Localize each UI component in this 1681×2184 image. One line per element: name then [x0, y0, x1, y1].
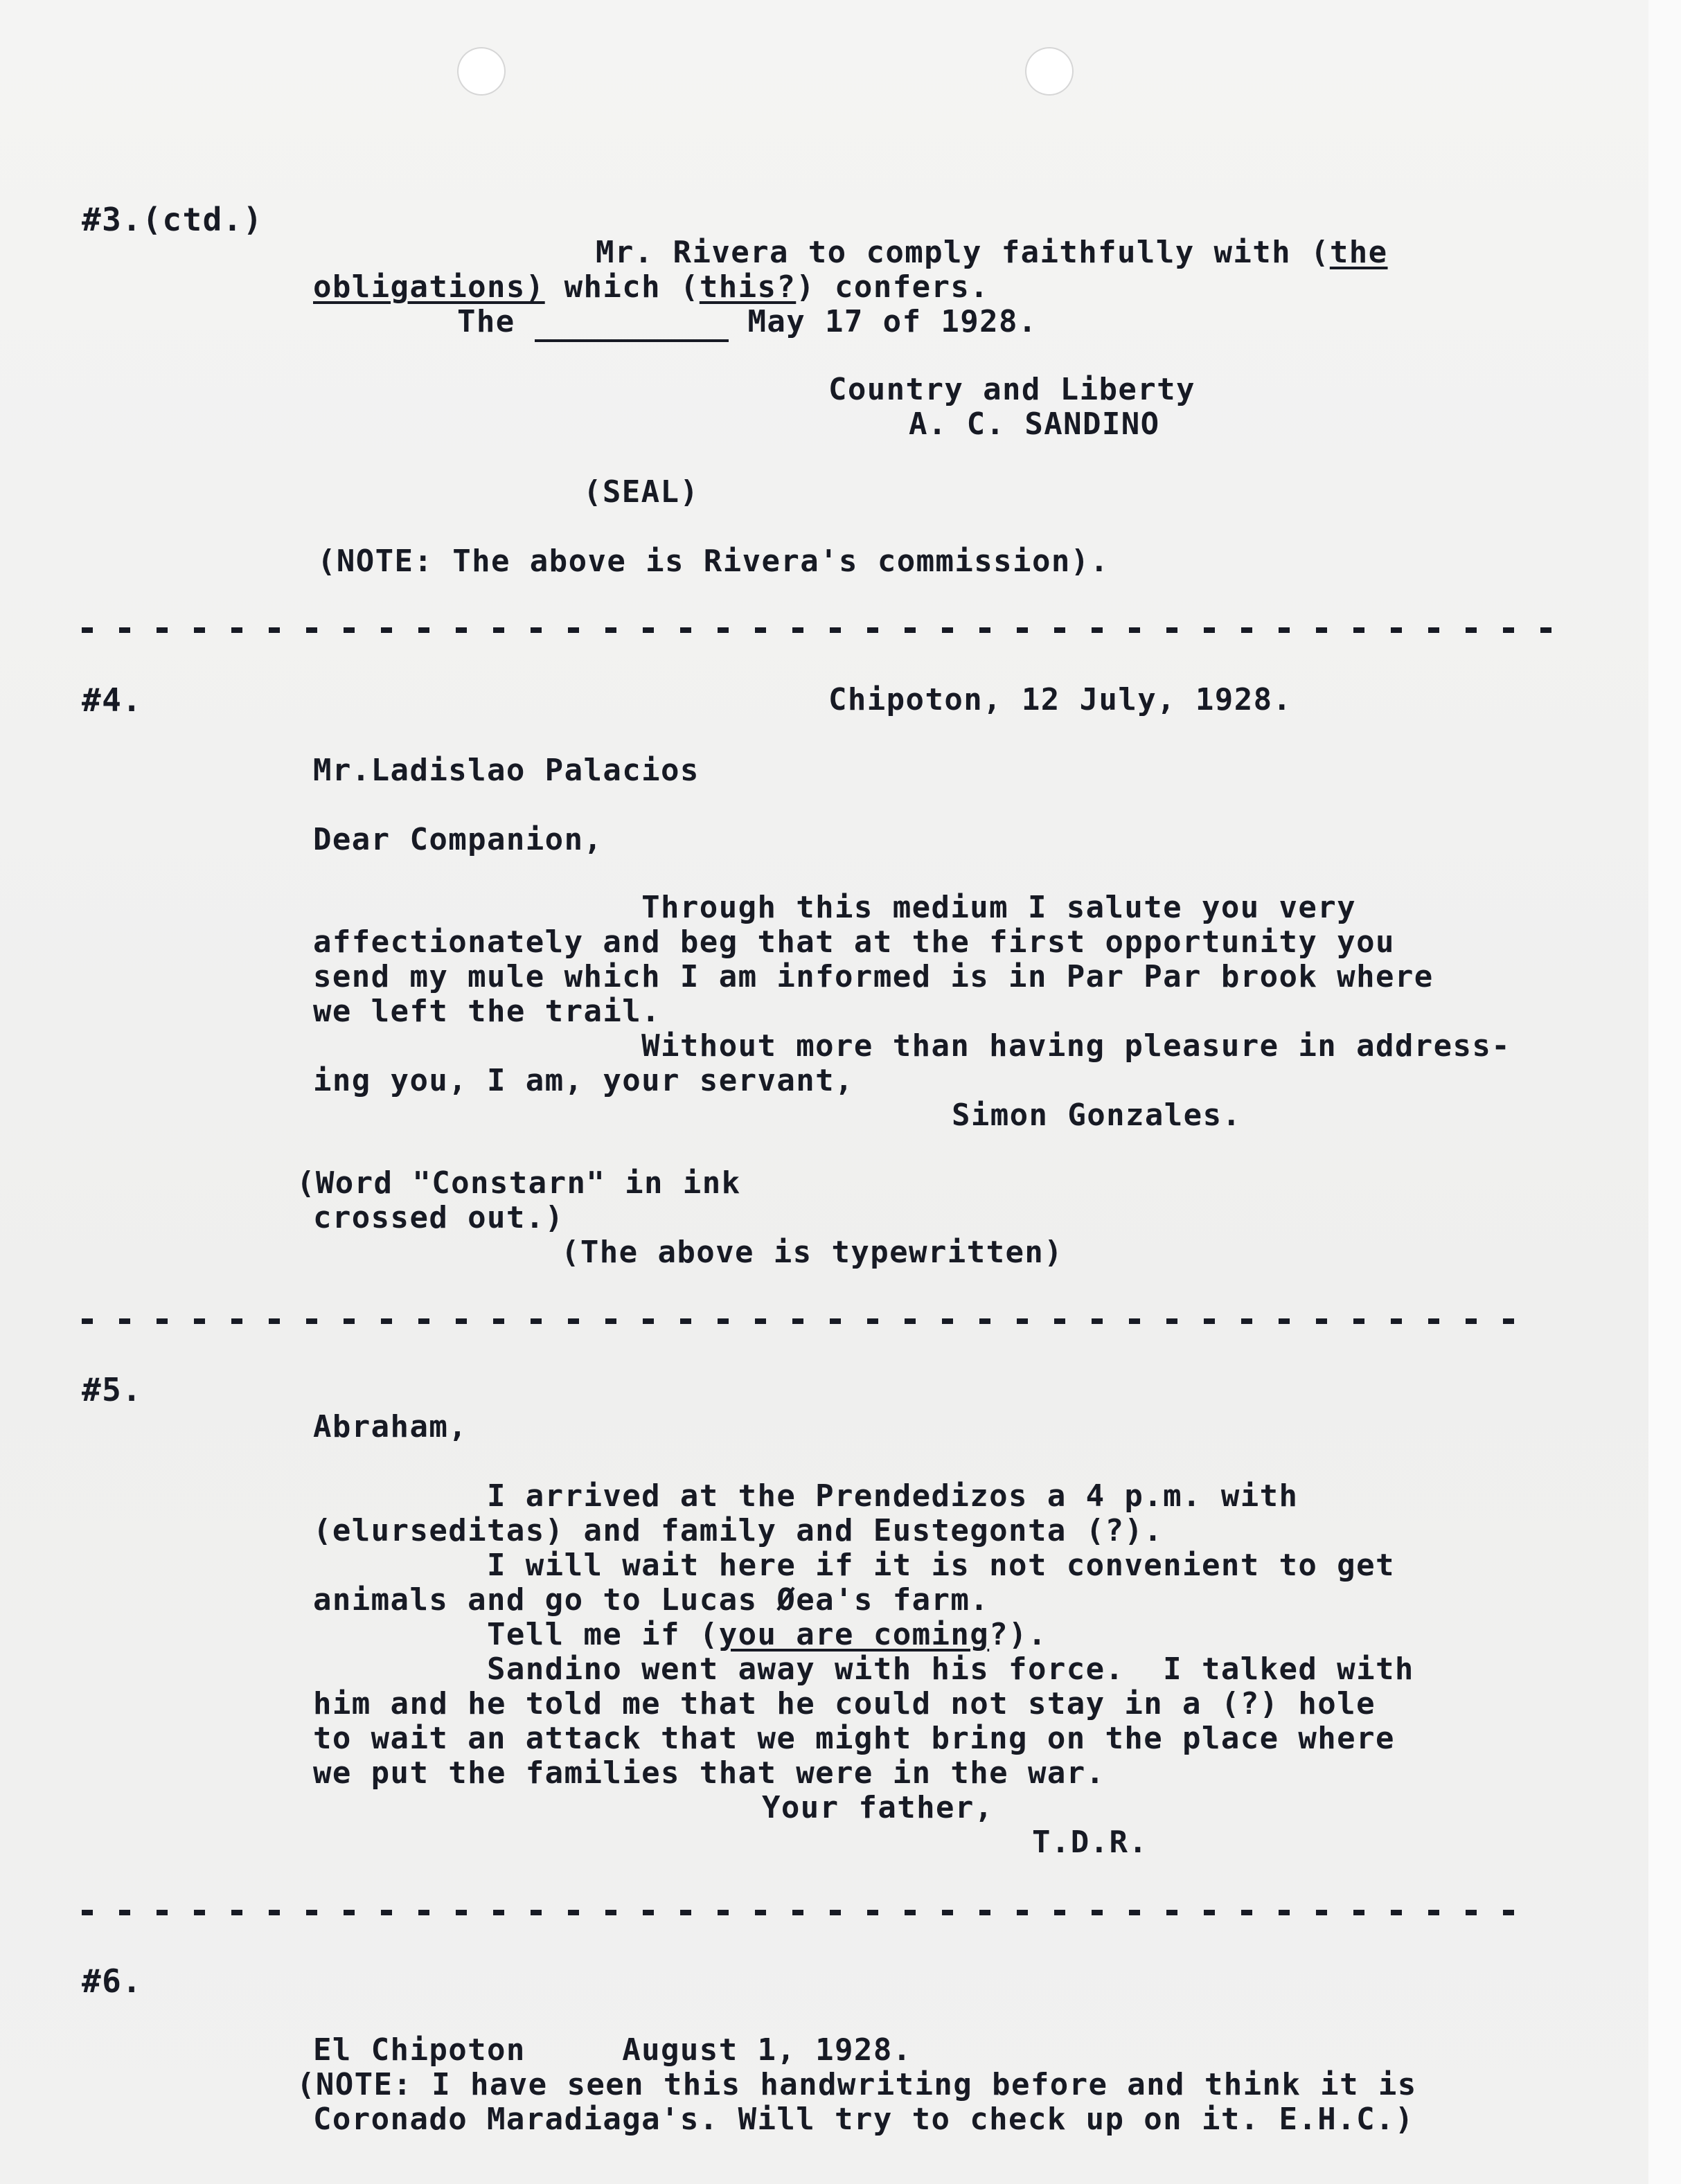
letter-signature: Simon Gonzales.: [952, 1098, 1242, 1133]
letter-addressee: Mr.Ladislao Palacios: [313, 753, 700, 788]
letter-body-line: to wait an attack that we might bring on the place where: [313, 1721, 1395, 1756]
letter-body-line: him and he told me that he could not stay in a (?) hole: [313, 1686, 1376, 1721]
page-edge: [1648, 0, 1681, 2184]
letter-body-line: send my mule which I am informed is in Par Par brook where: [313, 959, 1434, 994]
letter-salutation: Abraham,: [313, 1409, 468, 1444]
letter-body-line: affectionately and beg that at the first opportunity you: [313, 924, 1395, 960]
divider: [82, 627, 1551, 633]
seal-note: (SEAL): [583, 474, 700, 510]
section-3-number: #3.(ctd.): [82, 201, 263, 238]
letter-body-line: we left the trail.: [313, 994, 661, 1029]
letter-body-line: Sandino went away with his force. I talked with: [313, 1652, 1414, 1687]
section-4-note: crossed out.): [313, 1200, 564, 1235]
section-3-line-1: Mr. Rivera to comply faithfully with (the: [596, 235, 1388, 270]
letter-body-line: we put the families that were in the war.: [313, 1755, 1105, 1791]
section-3-line-3: The May 17 of 1928.: [457, 305, 1038, 342]
punch-hole-left: [457, 47, 506, 96]
section-3-line-2: obligations) which (this?) confers.: [313, 269, 990, 305]
letter-body-line: Through this medium I salute you very: [313, 890, 1357, 925]
letter-body-line: I will wait here if it is not convenient to get: [313, 1548, 1395, 1583]
section-3-note: (NOTE: The above is Rivera's commission).: [317, 544, 1110, 579]
divider: [82, 1318, 1515, 1324]
section-6-note: Coronado Maradiaga's. Will try to check up on it. E.H.C.): [313, 2102, 1414, 2137]
letter-body-line: animals and go to Lucas Øea's farm.: [313, 1582, 990, 1618]
letter-signature: T.D.R.: [1032, 1825, 1148, 1860]
section-4-note: (The above is typewritten): [561, 1235, 1064, 1270]
letter-closing: Your father,: [762, 1790, 994, 1825]
letter-body-line: (elurseditas) and family and Eustegonta (?).: [313, 1513, 1164, 1548]
letter-body-line: I arrived at the Prendedizos a 4 p.m. with: [313, 1478, 1299, 1514]
letter-body-line: Without more than having pleasure in address-: [313, 1028, 1511, 1064]
divider: [82, 1910, 1515, 1915]
closing-motto: Country and Liberty: [828, 372, 1195, 407]
section-4-note: (Word "Constarn" in ink: [296, 1165, 741, 1201]
section-5-number: #5.: [82, 1371, 143, 1408]
punch-hole-right: [1025, 47, 1074, 96]
section-6-number: #6.: [82, 1962, 143, 2000]
section-6-note: (NOTE: I have seen this handwriting before and think it is: [296, 2067, 1417, 2102]
closing-signature: A. C. SANDINO: [909, 406, 1160, 442]
letter-heading: El Chipoton August 1, 1928.: [313, 2032, 912, 2068]
section-4-number: #4.: [82, 681, 143, 719]
letter-date: Chipoton, 12 July, 1928.: [828, 682, 1292, 717]
letter-body-line: Tell me if (you are coming?).: [313, 1617, 1047, 1652]
letter-salutation: Dear Companion,: [313, 822, 603, 857]
letter-body-line: ing you, I am, your servant,: [313, 1063, 854, 1098]
